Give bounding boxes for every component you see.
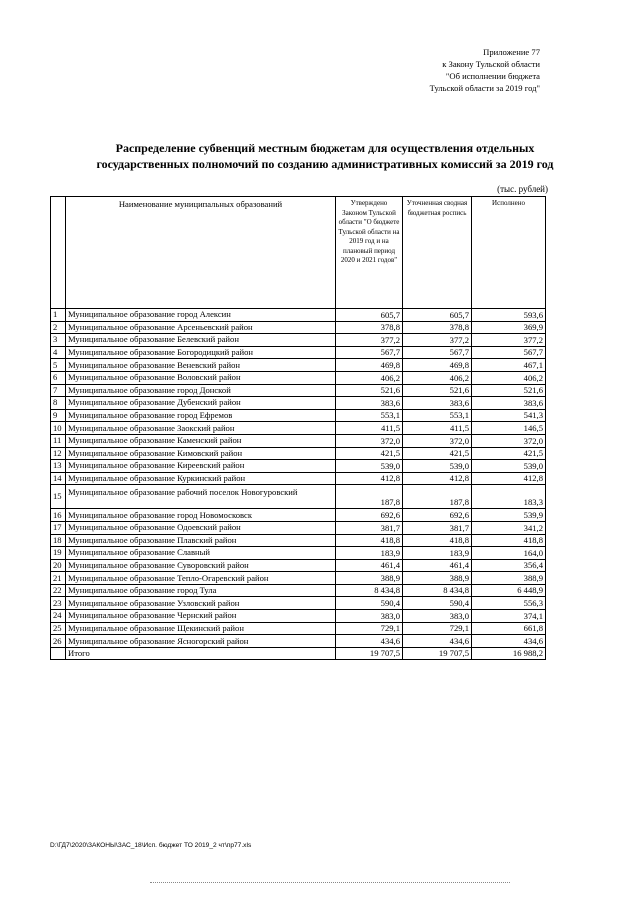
cell-num: 1 <box>51 309 66 322</box>
cell-name: Муниципальное образование Тепло-Огаревский район <box>66 572 336 585</box>
cell-executed: 164,0 <box>472 547 546 560</box>
appendix-line-3: "Об исполнении бюджета <box>445 71 540 81</box>
cell-approved: 187,8 <box>336 485 403 509</box>
cell-approved: 411,5 <box>336 422 403 435</box>
cell-num: 12 <box>51 447 66 460</box>
cell-num <box>51 647 66 660</box>
table-row <box>51 460 546 473</box>
cell-name: Муниципальное образование Щекинский район <box>66 622 336 635</box>
cell-refined: 383,0 <box>403 610 472 623</box>
table-row <box>51 346 546 359</box>
cell-executed: 539,9 <box>472 509 546 522</box>
cell-refined: 539,0 <box>403 460 472 473</box>
cell-num: 15 <box>51 485 66 509</box>
cell-approved: 434,6 <box>336 635 403 648</box>
cell-refined: 378,8 <box>403 321 472 334</box>
cell-approved: 729,1 <box>336 622 403 635</box>
table-row <box>51 572 546 585</box>
cell-name: Муниципальное образование Дубенский район <box>66 397 336 410</box>
table-row <box>51 472 546 485</box>
cell-num: 5 <box>51 359 66 372</box>
cell-refined: 187,8 <box>403 485 472 509</box>
table-row <box>51 434 546 447</box>
cell-approved: 553,1 <box>336 409 403 422</box>
table-row <box>51 397 546 410</box>
units-label: (тыс. рублей) <box>497 184 548 194</box>
cell-executed: 16 988,2 <box>472 647 546 660</box>
cell-refined: 411,5 <box>403 422 472 435</box>
cell-num: 8 <box>51 397 66 410</box>
table-header-row <box>51 197 546 309</box>
cell-num: 19 <box>51 547 66 560</box>
table-row <box>51 409 546 422</box>
cell-name: Муниципальное образование Суворовский район <box>66 559 336 572</box>
cell-approved: 521,6 <box>336 384 403 397</box>
cell-refined: 553,1 <box>403 409 472 422</box>
cell-num: 4 <box>51 346 66 359</box>
cell-name: Муниципальное образование Веневский район <box>66 359 336 372</box>
cell-num: 20 <box>51 559 66 572</box>
cell-executed: 341,2 <box>472 521 546 534</box>
cell-refined: 412,8 <box>403 472 472 485</box>
cell-name: Муниципальное образование город Новомосковск <box>66 509 336 522</box>
subventions-table <box>50 196 546 660</box>
cell-refined: 521,6 <box>403 384 472 397</box>
document-title <box>40 140 610 172</box>
cell-executed: 541,3 <box>472 409 546 422</box>
appendix-line-2: к Закону Тульской области <box>442 59 540 69</box>
cell-approved: 383,0 <box>336 610 403 623</box>
table-row <box>51 597 546 610</box>
title-line-1: Распределение субвенций местным бюджетам для осуществления отдельных <box>115 141 535 155</box>
cell-num: 18 <box>51 534 66 547</box>
appendix-line-1: Приложение 77 <box>483 47 540 57</box>
table-row <box>51 584 546 597</box>
cell-name: Муниципальное образование Киреевский район <box>66 460 336 473</box>
table-row <box>51 371 546 384</box>
table-row <box>51 334 546 347</box>
cell-num: 17 <box>51 521 66 534</box>
cell-num: 7 <box>51 384 66 397</box>
cell-num: 6 <box>51 371 66 384</box>
cell-name: Муниципальное образование город Тула <box>66 584 336 597</box>
cell-num: 14 <box>51 472 66 485</box>
cell-approved: 183,9 <box>336 547 403 560</box>
cell-name: Муниципальное образование Куркинский район <box>66 472 336 485</box>
cell-refined: 19 707,5 <box>403 647 472 660</box>
cell-executed: 567,7 <box>472 346 546 359</box>
cell-name: Муниципальное образование Заокский район <box>66 422 336 435</box>
cell-refined: 590,4 <box>403 597 472 610</box>
table-row <box>51 521 546 534</box>
cell-executed: 539,0 <box>472 460 546 473</box>
cell-num: 22 <box>51 584 66 597</box>
table-row <box>51 422 546 435</box>
cell-approved: 19 707,5 <box>336 647 403 660</box>
cell-name: Муниципальное образование Ясногорский район <box>66 635 336 648</box>
cell-refined: 692,6 <box>403 509 472 522</box>
header-name: Наименование муниципальных образований <box>66 197 336 309</box>
cell-num: 25 <box>51 622 66 635</box>
cell-approved: 539,0 <box>336 460 403 473</box>
header-approved: Утверждено Законом Тульской области "О бюджете Тульской области на 2019 год и на плановый период 2020 и 2021 годов" <box>336 197 403 309</box>
cell-refined: 605,7 <box>403 309 472 322</box>
cell-name: Муниципальное образование Воловский район <box>66 371 336 384</box>
table-row <box>51 635 546 648</box>
cell-refined: 418,8 <box>403 534 472 547</box>
cell-executed: 369,9 <box>472 321 546 334</box>
cell-name: Муниципальное образование город Ефремов <box>66 409 336 422</box>
cell-executed: 467,1 <box>472 359 546 372</box>
cell-refined: 434,6 <box>403 635 472 648</box>
cell-approved: 388,9 <box>336 572 403 585</box>
cell-refined: 469,8 <box>403 359 472 372</box>
cell-name: Муниципальное образование Кимовский район <box>66 447 336 460</box>
cell-executed: 6 448,9 <box>472 584 546 597</box>
cell-refined: 183,9 <box>403 547 472 560</box>
cell-num: 23 <box>51 597 66 610</box>
table-total-row <box>51 647 546 660</box>
cell-name: Муниципальное образование Плавский район <box>66 534 336 547</box>
cell-executed: 183,3 <box>472 485 546 509</box>
cell-refined: 388,9 <box>403 572 472 585</box>
cell-approved: 590,4 <box>336 597 403 610</box>
cell-refined: 381,7 <box>403 521 472 534</box>
cell-approved: 383,6 <box>336 397 403 410</box>
header-refined: Уточненная сводная бюджетная роспись <box>403 197 472 309</box>
cell-executed: 418,8 <box>472 534 546 547</box>
cell-refined: 461,4 <box>403 559 472 572</box>
cell-executed: 406,2 <box>472 371 546 384</box>
cell-approved: 421,5 <box>336 447 403 460</box>
cell-num: 3 <box>51 334 66 347</box>
scan-artifact-line <box>150 882 510 883</box>
table-row <box>51 485 546 509</box>
cell-name: Муниципальное образование Славный <box>66 547 336 560</box>
cell-num: 16 <box>51 509 66 522</box>
cell-name: Муниципальное образование Богородицкий район <box>66 346 336 359</box>
cell-approved: 406,2 <box>336 371 403 384</box>
cell-num: 10 <box>51 422 66 435</box>
cell-approved: 461,4 <box>336 559 403 572</box>
table-row <box>51 321 546 334</box>
cell-executed: 412,8 <box>472 472 546 485</box>
cell-name: Муниципальное образование Узловский район <box>66 597 336 610</box>
table-row <box>51 534 546 547</box>
cell-name: Муниципальное образование город Донской <box>66 384 336 397</box>
appendix-line-4: Тульской области за 2019 год" <box>429 83 540 93</box>
table-row <box>51 447 546 460</box>
cell-num: 11 <box>51 434 66 447</box>
cell-name: Муниципальное образование Арсеньевский район <box>66 321 336 334</box>
cell-executed: 593,6 <box>472 309 546 322</box>
cell-num: 24 <box>51 610 66 623</box>
cell-refined: 383,6 <box>403 397 472 410</box>
cell-refined: 8 434,8 <box>403 584 472 597</box>
cell-refined: 372,0 <box>403 434 472 447</box>
cell-executed: 388,9 <box>472 572 546 585</box>
cell-num: 26 <box>51 635 66 648</box>
cell-executed: 521,6 <box>472 384 546 397</box>
cell-refined: 567,7 <box>403 346 472 359</box>
cell-num: 21 <box>51 572 66 585</box>
cell-approved: 381,7 <box>336 521 403 534</box>
table-row <box>51 384 546 397</box>
table-row <box>51 610 546 623</box>
cell-executed: 661,8 <box>472 622 546 635</box>
table-row <box>51 547 546 560</box>
cell-executed: 356,4 <box>472 559 546 572</box>
cell-approved: 378,8 <box>336 321 403 334</box>
cell-refined: 421,5 <box>403 447 472 460</box>
table-row <box>51 559 546 572</box>
cell-approved: 469,8 <box>336 359 403 372</box>
cell-executed: 377,2 <box>472 334 546 347</box>
cell-executed: 374,1 <box>472 610 546 623</box>
cell-refined: 406,2 <box>403 371 472 384</box>
header-executed: Исполнено <box>472 197 546 309</box>
cell-executed: 434,6 <box>472 635 546 648</box>
cell-name: Муниципальное образование Чернский район <box>66 610 336 623</box>
cell-approved: 567,7 <box>336 346 403 359</box>
table-body <box>51 309 546 660</box>
cell-executed: 556,3 <box>472 597 546 610</box>
cell-name: Муниципальное образование Белевский район <box>66 334 336 347</box>
table-row <box>51 622 546 635</box>
table-row <box>51 509 546 522</box>
cell-refined: 729,1 <box>403 622 472 635</box>
cell-name: Муниципальное образование рабочий поселок Новогуровский <box>66 485 336 509</box>
cell-name: Муниципальное образование город Алексин <box>66 309 336 322</box>
cell-approved: 692,6 <box>336 509 403 522</box>
cell-executed: 146,5 <box>472 422 546 435</box>
table-row <box>51 309 546 322</box>
title-line-2: государственных полномочий по созданию административных комиссий за 2019 год <box>96 157 554 171</box>
cell-executed: 421,5 <box>472 447 546 460</box>
cell-approved: 377,2 <box>336 334 403 347</box>
cell-name: Муниципальное образование Каменский район <box>66 434 336 447</box>
file-path-footer: D:\ГД7\2020\ЗАКОНЫ\ЗАС_18\Исп. бюджет ТО 2019_2 чт\пр77.xls <box>50 842 252 849</box>
cell-name: Муниципальное образование Одоевский район <box>66 521 336 534</box>
cell-refined: 377,2 <box>403 334 472 347</box>
cell-num: 9 <box>51 409 66 422</box>
cell-approved: 418,8 <box>336 534 403 547</box>
cell-num: 13 <box>51 460 66 473</box>
cell-approved: 412,8 <box>336 472 403 485</box>
cell-executed: 383,6 <box>472 397 546 410</box>
appendix-block <box>320 46 540 94</box>
cell-num: 2 <box>51 321 66 334</box>
cell-name: Итого <box>66 647 336 660</box>
cell-approved: 8 434,8 <box>336 584 403 597</box>
cell-approved: 605,7 <box>336 309 403 322</box>
cell-approved: 372,0 <box>336 434 403 447</box>
table-row <box>51 359 546 372</box>
cell-executed: 372,0 <box>472 434 546 447</box>
header-num <box>51 197 66 309</box>
